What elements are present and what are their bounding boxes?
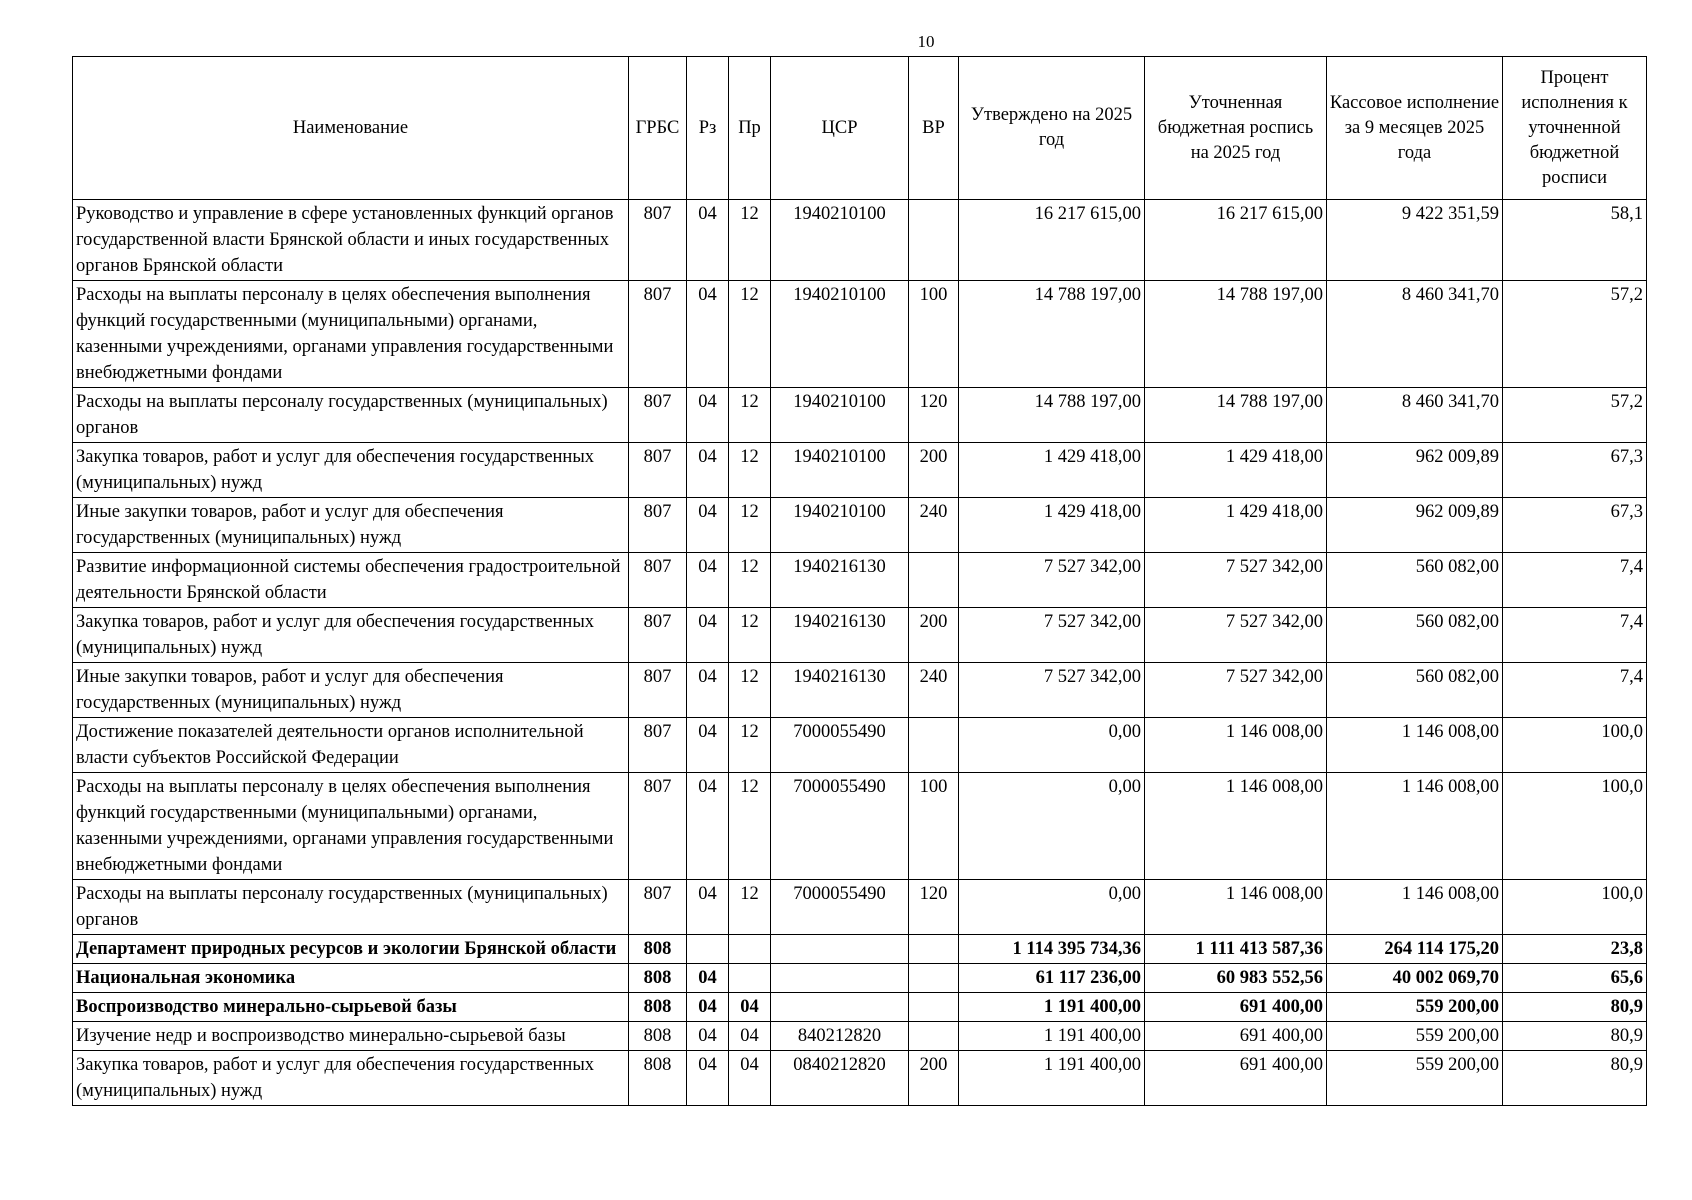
cell-percent: 23,8 bbox=[1503, 935, 1647, 964]
table-row bbox=[73, 1051, 1647, 1106]
table-row bbox=[73, 388, 1647, 443]
cell-percent: 100,0 bbox=[1503, 773, 1647, 880]
header-row bbox=[73, 57, 1647, 200]
cell-name: Национальная экономика bbox=[73, 964, 629, 993]
header-rz: Рз bbox=[687, 57, 729, 200]
cell-csr: 7000055490 bbox=[771, 880, 909, 935]
cell-csr bbox=[771, 993, 909, 1022]
table-row bbox=[73, 773, 1647, 880]
cell-vr bbox=[909, 718, 959, 773]
cell-vr: 200 bbox=[909, 443, 959, 498]
cell-grbs: 807 bbox=[629, 388, 687, 443]
cell-cash: 559 200,00 bbox=[1327, 1022, 1503, 1051]
cell-approved: 1 429 418,00 bbox=[959, 443, 1145, 498]
cell-vr bbox=[909, 964, 959, 993]
cell-cash: 559 200,00 bbox=[1327, 993, 1503, 1022]
cell-vr: 120 bbox=[909, 880, 959, 935]
cell-refined: 14 788 197,00 bbox=[1145, 281, 1327, 388]
cell-approved: 14 788 197,00 bbox=[959, 281, 1145, 388]
cell-approved: 7 527 342,00 bbox=[959, 608, 1145, 663]
cell-name: Закупка товаров, работ и услуг для обеспечения государственных (муниципальных) нужд bbox=[73, 1051, 629, 1106]
cell-rz: 04 bbox=[687, 200, 729, 281]
cell-pr: 04 bbox=[729, 1022, 771, 1051]
cell-cash: 962 009,89 bbox=[1327, 498, 1503, 553]
table-row bbox=[73, 964, 1647, 993]
table-row bbox=[73, 718, 1647, 773]
cell-refined: 691 400,00 bbox=[1145, 1051, 1327, 1106]
cell-refined: 60 983 552,56 bbox=[1145, 964, 1327, 993]
cell-rz: 04 bbox=[687, 1022, 729, 1051]
cell-csr bbox=[771, 964, 909, 993]
cell-name: Расходы на выплаты персоналу государственных (муниципальных) органов bbox=[73, 388, 629, 443]
cell-refined: 7 527 342,00 bbox=[1145, 553, 1327, 608]
cell-pr bbox=[729, 964, 771, 993]
cell-vr: 240 bbox=[909, 498, 959, 553]
cell-refined: 691 400,00 bbox=[1145, 993, 1327, 1022]
cell-vr: 100 bbox=[909, 281, 959, 388]
cell-pr: 12 bbox=[729, 281, 771, 388]
header-pr: Пр bbox=[729, 57, 771, 200]
header-name: Наименование bbox=[73, 57, 629, 200]
cell-rz: 04 bbox=[687, 773, 729, 880]
cell-vr bbox=[909, 993, 959, 1022]
cell-cash: 560 082,00 bbox=[1327, 608, 1503, 663]
cell-name: Закупка товаров, работ и услуг для обеспечения государственных (муниципальных) нужд bbox=[73, 443, 629, 498]
cell-refined: 1 146 008,00 bbox=[1145, 718, 1327, 773]
cell-name: Иные закупки товаров, работ и услуг для обеспечения государственных (муниципальных) нужд bbox=[73, 663, 629, 718]
header-refined: Уточненная бюджетная роспись на 2025 год bbox=[1145, 57, 1327, 200]
cell-approved: 1 191 400,00 bbox=[959, 993, 1145, 1022]
table-body bbox=[73, 200, 1647, 1106]
table-row bbox=[73, 443, 1647, 498]
cell-percent: 7,4 bbox=[1503, 663, 1647, 718]
cell-pr: 12 bbox=[729, 663, 771, 718]
cell-approved: 1 114 395 734,36 bbox=[959, 935, 1145, 964]
table-row bbox=[73, 663, 1647, 718]
cell-pr: 12 bbox=[729, 608, 771, 663]
cell-rz: 04 bbox=[687, 964, 729, 993]
cell-grbs: 807 bbox=[629, 443, 687, 498]
cell-percent: 100,0 bbox=[1503, 880, 1647, 935]
cell-grbs: 807 bbox=[629, 608, 687, 663]
cell-name: Расходы на выплаты персоналу государственных (муниципальных) органов bbox=[73, 880, 629, 935]
cell-cash: 560 082,00 bbox=[1327, 553, 1503, 608]
header-grbs: ГРБС bbox=[629, 57, 687, 200]
cell-cash: 8 460 341,70 bbox=[1327, 281, 1503, 388]
table-row bbox=[73, 880, 1647, 935]
cell-cash: 8 460 341,70 bbox=[1327, 388, 1503, 443]
header-csr: ЦСР bbox=[771, 57, 909, 200]
cell-csr: 1940210100 bbox=[771, 498, 909, 553]
cell-refined: 1 146 008,00 bbox=[1145, 773, 1327, 880]
cell-name: Достижение показателей деятельности органов исполнительной власти субъектов Российской Федерации bbox=[73, 718, 629, 773]
cell-percent: 80,9 bbox=[1503, 1051, 1647, 1106]
cell-percent: 80,9 bbox=[1503, 1022, 1647, 1051]
cell-grbs: 808 bbox=[629, 964, 687, 993]
header-approved: Утверждено на 2025 год bbox=[959, 57, 1145, 200]
cell-csr: 1940210100 bbox=[771, 443, 909, 498]
cell-cash: 559 200,00 bbox=[1327, 1051, 1503, 1106]
cell-name: Руководство и управление в сфере установленных функций органов государственной власти Брянской области и иных государственных органов Брянской области bbox=[73, 200, 629, 281]
cell-pr: 12 bbox=[729, 200, 771, 281]
cell-pr bbox=[729, 935, 771, 964]
table-row bbox=[73, 553, 1647, 608]
table-row bbox=[73, 608, 1647, 663]
cell-percent: 100,0 bbox=[1503, 718, 1647, 773]
cell-csr: 840212820 bbox=[771, 1022, 909, 1051]
cell-approved: 1 429 418,00 bbox=[959, 498, 1145, 553]
table-row bbox=[73, 935, 1647, 964]
cell-csr: 1940210100 bbox=[771, 388, 909, 443]
page-number: 10 bbox=[917, 32, 935, 51]
cell-cash: 560 082,00 bbox=[1327, 663, 1503, 718]
cell-csr: 7000055490 bbox=[771, 773, 909, 880]
cell-approved: 1 191 400,00 bbox=[959, 1022, 1145, 1051]
cell-rz bbox=[687, 935, 729, 964]
cell-name: Развитие информационной системы обеспечения градостроительной деятельности Брянской области bbox=[73, 553, 629, 608]
cell-percent: 7,4 bbox=[1503, 553, 1647, 608]
cell-grbs: 808 bbox=[629, 1022, 687, 1051]
cell-percent: 58,1 bbox=[1503, 200, 1647, 281]
cell-pr: 12 bbox=[729, 443, 771, 498]
cell-vr: 240 bbox=[909, 663, 959, 718]
cell-rz: 04 bbox=[687, 608, 729, 663]
cell-cash: 1 146 008,00 bbox=[1327, 880, 1503, 935]
cell-rz: 04 bbox=[687, 443, 729, 498]
cell-refined: 1 429 418,00 bbox=[1145, 443, 1327, 498]
cell-refined: 1 429 418,00 bbox=[1145, 498, 1327, 553]
cell-approved: 14 788 197,00 bbox=[959, 388, 1145, 443]
cell-approved: 16 217 615,00 bbox=[959, 200, 1145, 281]
cell-vr bbox=[909, 553, 959, 608]
cell-csr: 1940216130 bbox=[771, 553, 909, 608]
cell-pr: 04 bbox=[729, 993, 771, 1022]
cell-grbs: 807 bbox=[629, 773, 687, 880]
cell-vr: 200 bbox=[909, 1051, 959, 1106]
cell-csr: 7000055490 bbox=[771, 718, 909, 773]
cell-refined: 14 788 197,00 bbox=[1145, 388, 1327, 443]
table-row bbox=[73, 281, 1647, 388]
cell-approved: 7 527 342,00 bbox=[959, 663, 1145, 718]
table-row bbox=[73, 993, 1647, 1022]
cell-rz: 04 bbox=[687, 718, 729, 773]
header-vr: ВР bbox=[909, 57, 959, 200]
cell-grbs: 808 bbox=[629, 1051, 687, 1106]
cell-percent: 57,2 bbox=[1503, 281, 1647, 388]
cell-rz: 04 bbox=[687, 663, 729, 718]
cell-refined: 691 400,00 bbox=[1145, 1022, 1327, 1051]
cell-name: Расходы на выплаты персоналу в целях обеспечения выполнения функций государственными (муниципальными) органами, казенными учреждениями, органами управления государственными внебюджетными фондами bbox=[73, 281, 629, 388]
cell-approved: 7 527 342,00 bbox=[959, 553, 1145, 608]
header-cash: Кассовое исполнение за 9 месяцев 2025 года bbox=[1327, 57, 1503, 200]
cell-vr bbox=[909, 935, 959, 964]
budget-table bbox=[72, 56, 1647, 1106]
cell-grbs: 808 bbox=[629, 993, 687, 1022]
cell-refined: 7 527 342,00 bbox=[1145, 663, 1327, 718]
table-row bbox=[73, 498, 1647, 553]
cell-pr: 12 bbox=[729, 718, 771, 773]
cell-name: Изучение недр и воспроизводство минерально-сырьевой базы bbox=[73, 1022, 629, 1051]
cell-vr bbox=[909, 1022, 959, 1051]
cell-rz: 04 bbox=[687, 388, 729, 443]
cell-pr: 12 bbox=[729, 880, 771, 935]
table-row bbox=[73, 1022, 1647, 1051]
cell-csr bbox=[771, 935, 909, 964]
cell-percent: 67,3 bbox=[1503, 498, 1647, 553]
cell-name: Иные закупки товаров, работ и услуг для обеспечения государственных (муниципальных) нужд bbox=[73, 498, 629, 553]
cell-csr: 1940210100 bbox=[771, 200, 909, 281]
cell-pr: 12 bbox=[729, 773, 771, 880]
cell-refined: 7 527 342,00 bbox=[1145, 608, 1327, 663]
cell-vr: 200 bbox=[909, 608, 959, 663]
cell-csr: 1940216130 bbox=[771, 608, 909, 663]
cell-csr: 1940216130 bbox=[771, 663, 909, 718]
cell-rz: 04 bbox=[687, 281, 729, 388]
cell-name: Расходы на выплаты персоналу в целях обеспечения выполнения функций государственными (муниципальными) органами, казенными учреждениями, органами управления государственными внебюджетными фондами bbox=[73, 773, 629, 880]
cell-cash: 264 114 175,20 bbox=[1327, 935, 1503, 964]
cell-rz: 04 bbox=[687, 1051, 729, 1106]
cell-approved: 1 191 400,00 bbox=[959, 1051, 1145, 1106]
cell-pr: 12 bbox=[729, 388, 771, 443]
cell-cash: 962 009,89 bbox=[1327, 443, 1503, 498]
cell-grbs: 807 bbox=[629, 880, 687, 935]
cell-grbs: 807 bbox=[629, 200, 687, 281]
cell-pr: 12 bbox=[729, 498, 771, 553]
cell-approved: 61 117 236,00 bbox=[959, 964, 1145, 993]
cell-rz: 04 bbox=[687, 498, 729, 553]
cell-vr bbox=[909, 200, 959, 281]
cell-refined: 1 146 008,00 bbox=[1145, 880, 1327, 935]
cell-grbs: 807 bbox=[629, 498, 687, 553]
cell-grbs: 807 bbox=[629, 281, 687, 388]
cell-grbs: 807 bbox=[629, 663, 687, 718]
cell-approved: 0,00 bbox=[959, 880, 1145, 935]
cell-percent: 57,2 bbox=[1503, 388, 1647, 443]
cell-rz: 04 bbox=[687, 993, 729, 1022]
cell-vr: 120 bbox=[909, 388, 959, 443]
header-percent: Процент исполнения к уточненной бюджетной росписи bbox=[1503, 57, 1647, 200]
cell-name: Закупка товаров, работ и услуг для обеспечения государственных (муниципальных) нужд bbox=[73, 608, 629, 663]
cell-refined: 1 111 413 587,36 bbox=[1145, 935, 1327, 964]
cell-approved: 0,00 bbox=[959, 718, 1145, 773]
cell-csr: 0840212820 bbox=[771, 1051, 909, 1106]
cell-grbs: 808 bbox=[629, 935, 687, 964]
cell-refined: 16 217 615,00 bbox=[1145, 200, 1327, 281]
cell-vr: 100 bbox=[909, 773, 959, 880]
cell-grbs: 807 bbox=[629, 718, 687, 773]
cell-pr: 04 bbox=[729, 1051, 771, 1106]
cell-cash: 1 146 008,00 bbox=[1327, 718, 1503, 773]
cell-name: Воспроизводство минерально-сырьевой базы bbox=[73, 993, 629, 1022]
cell-percent: 65,6 bbox=[1503, 964, 1647, 993]
table-row bbox=[73, 200, 1647, 281]
cell-rz: 04 bbox=[687, 553, 729, 608]
cell-rz: 04 bbox=[687, 880, 729, 935]
cell-percent: 80,9 bbox=[1503, 993, 1647, 1022]
cell-approved: 0,00 bbox=[959, 773, 1145, 880]
cell-cash: 1 146 008,00 bbox=[1327, 773, 1503, 880]
cell-csr: 1940210100 bbox=[771, 281, 909, 388]
cell-percent: 67,3 bbox=[1503, 443, 1647, 498]
cell-percent: 7,4 bbox=[1503, 608, 1647, 663]
cell-pr: 12 bbox=[729, 553, 771, 608]
cell-grbs: 807 bbox=[629, 553, 687, 608]
cell-cash: 9 422 351,59 bbox=[1327, 200, 1503, 281]
cell-cash: 40 002 069,70 bbox=[1327, 964, 1503, 993]
cell-name: Департамент природных ресурсов и экологии Брянской области bbox=[73, 935, 629, 964]
